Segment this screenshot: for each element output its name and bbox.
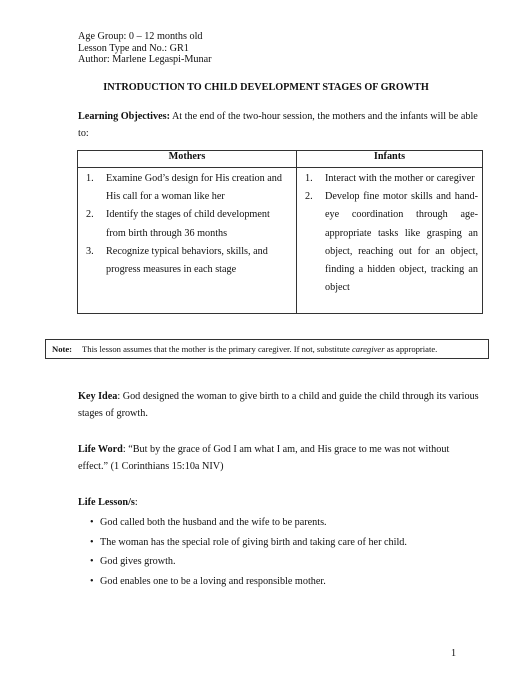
- infants-objective: 1. Interact with the mother or caregiver: [305, 173, 475, 184]
- life-lessons-heading: Life Lesson/s:: [78, 497, 138, 508]
- infants-objective: 2. Develop fine motor skills and hand-eye coordination through age-appropriate tasks like grasping an object, reaching out for an object, finding a hidden object, tracking an object: [305, 191, 478, 294]
- document-header: [78, 31, 212, 66]
- list-item: • God called both the husband and the wife to be parents.: [78, 513, 478, 533]
- list-item: • God enables one to be a loving and responsible mother.: [78, 572, 478, 592]
- life-lessons-list: [78, 513, 478, 591]
- life-lessons-label: Life Lesson/s: [78, 497, 135, 508]
- key-idea-label: Key Idea: [78, 391, 118, 402]
- list-item: • God gives growth.: [78, 552, 478, 572]
- life-word: Life Word: “But by the grace of God I am what I am, and His grace to me was not without effect.” (1 Corinthians 15:10a NIV): [78, 444, 450, 472]
- author: Author: Marlene Legaspi-Munar: [78, 54, 212, 66]
- lesson-type: Lesson Type and No.: GR1: [78, 42, 189, 54]
- objectives-table: [77, 150, 483, 314]
- list-item: • The woman has the special role of giving birth and taking care of her child.: [78, 533, 478, 553]
- infants-cell: [297, 168, 483, 314]
- key-idea: Key Idea: God designed the woman to give birth to a child and guide the child through its various stages of growth.: [78, 391, 479, 419]
- mothers-objective: 2. Identify the stages of child development from birth through 36 months: [86, 209, 270, 239]
- mothers-header: Mothers: [78, 151, 297, 168]
- note-italic: caregiver: [351, 344, 385, 354]
- life-word-label: Life Word: [78, 444, 123, 455]
- note-label: Note:: [52, 344, 73, 354]
- infants-header: Infants: [297, 151, 483, 168]
- mothers-objective: 3. Recognize typical behaviors, skills, and progress measures in each stage: [86, 245, 268, 276]
- mothers-objective: 1. Examine God’s design for His creation and His call for a woman like her: [86, 173, 282, 203]
- page-number: 1: [451, 648, 457, 659]
- note-box: Note: This lesson assumes that the mother is the primary caregiver. If not, substitute caregiver as appropriate.: [45, 339, 489, 359]
- lesson-title: INTRODUCTION TO CHILD DEVELOPMENT STAGES OF GROWTH: [103, 82, 429, 93]
- mothers-cell: [78, 168, 297, 314]
- learning-objectives-text: At the end of the two-hour session, the mothers and the infants will be able to:: [78, 111, 478, 139]
- age-group: Age Group: 0 – 12 months old: [78, 31, 203, 42]
- learning-objectives: [78, 108, 478, 142]
- learning-objectives-label: Learning Objectives:: [78, 111, 170, 122]
